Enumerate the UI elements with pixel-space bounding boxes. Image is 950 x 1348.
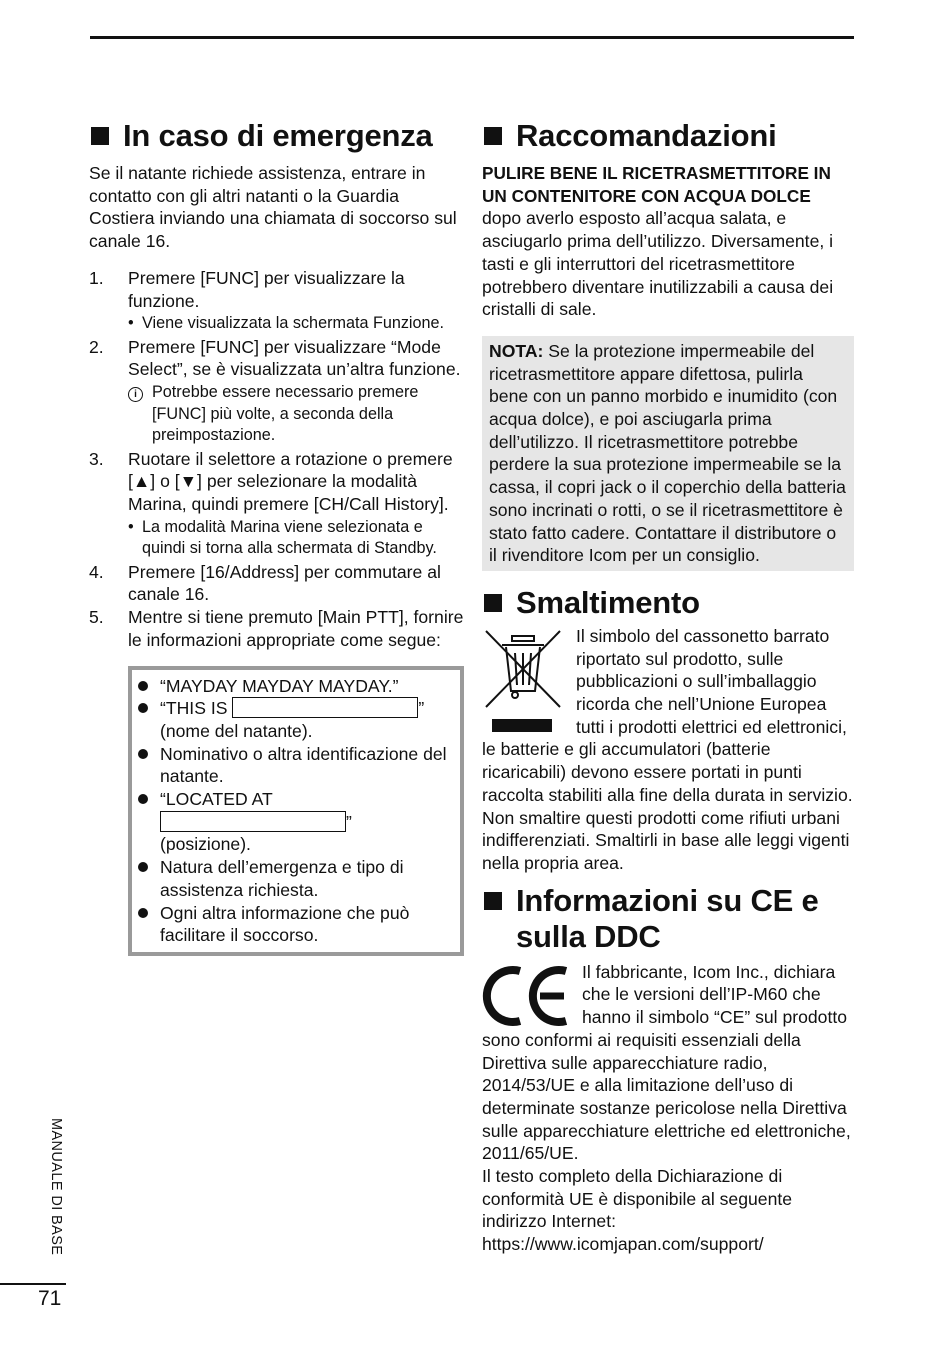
bullet-icon: • — [128, 517, 134, 536]
vessel-name-item: “THIS IS ” (nome del natante). — [138, 697, 452, 742]
bullet-dot-icon — [138, 681, 148, 691]
step-1: 1. Premere [FUNC] per visualizzare la funzione. • Viene visualizzata la schermata Funzione. — [89, 267, 464, 336]
step-3: 3. Ruotare il selettore a rotazione o premere [▲] o [▼] per selezionare la modalità Marina, quindi premere [CH/Call History]. • La modalità Marina viene selezionata e quindi si torna alla schermata di Standby. — [89, 448, 464, 561]
nota-box: NOTA: Se la protezione impermeabile del ricetrasmettitore appare difettosa, pulirla bene con un panno morbido e inumidito (con acqua dolce), e poi asciugarla prima dell’utilizzo. Il ricetrasmettitore potrebbe perdere la sua protezione impermeabile se la cassa, il copri jack o il coperchio della batteria sono incrinati o rotti, o se il ricetrasmettitore è stato fatto cadere. Contattare il distributore o il rivenditore Icom per un consiglio. — [482, 336, 854, 571]
disposal-section — [482, 625, 854, 875]
emergency-nature-item: Natura dell’emergenza e tipo di assistenza richiesta. — [138, 856, 452, 901]
position-item: “LOCATED AT ” (posizione). — [138, 788, 452, 856]
top-rule — [90, 36, 854, 39]
mayday-box — [128, 666, 464, 956]
bullet-dot-icon — [138, 703, 148, 713]
left-column — [89, 118, 464, 956]
bullet-dot-icon — [138, 908, 148, 918]
heading-square-icon — [484, 127, 502, 145]
right-column — [482, 118, 854, 1256]
disposal-heading: Smaltimento — [482, 585, 854, 621]
step-5: 5. Mentre si tiene premuto [Main PTT], fornire le informazioni appropriate come segue: — [89, 607, 464, 650]
step-4: 4. Premere [16/Address] per commutare al canale 16. — [89, 561, 441, 605]
bullet-icon: • — [128, 314, 134, 333]
corner-rule — [0, 1283, 66, 1285]
ce-heading: Informazioni su CE e sulla DDC — [482, 883, 854, 955]
step-3-note: • La modalità Marina viene selezionata e quindi si torna alla schermata di Standby. — [128, 517, 464, 560]
emergency-heading: In caso di emergenza — [89, 118, 464, 154]
bullet-dot-icon — [138, 862, 148, 872]
mayday-item: “MAYDAY MAYDAY MAYDAY.” — [138, 675, 452, 698]
page-number: 71 — [38, 1287, 62, 1310]
ce-section — [482, 961, 854, 1256]
crossed-out-wheelie-bin-icon — [482, 627, 564, 735]
callsign-item: Nominativo o altra identificazione del natante. — [138, 743, 452, 788]
ce-text: Il fabbricante, Icom Inc., dichiara che le versioni dell’IP-M60 che hanno il simbolo “CE” sul prodotto sono conformi ai requisiti essenziali della Direttiva sulle apparecchiature radio, 2014/53/UE e alla limitazione dell’uso di determinate sostanze pericolose nella Direttiva sulle apparecchiature elettriche ed elettroniche, 2011/65/UE. — [482, 961, 851, 1164]
other-info-item: Ogni altra informazione che può facilitare il soccorso. — [138, 902, 452, 947]
info-icon: i — [128, 387, 143, 402]
side-label: MANUALE DI BASE — [48, 1118, 64, 1256]
emergency-steps — [89, 267, 464, 652]
step-2-note: i Potrebbe essere necessario premere [FUNC] più volte, a seconda della preimpostazione. — [128, 382, 464, 447]
step-2: 2. Premere [FUNC] per visualizzare “Mode Select”, se è visualizzata un’altra funzione. i Potrebbe essere necessario premere [FUNC] più volte, a seconda della preimpostazione. — [89, 336, 464, 448]
recommendations-heading: Raccomandazioni — [482, 118, 854, 154]
ce-url[interactable]: https://www.icomjapan.com/support/ — [482, 1234, 764, 1255]
bullet-dot-icon — [138, 749, 148, 759]
heading-square-icon — [91, 127, 109, 145]
ce-mark-icon — [482, 965, 570, 1027]
emergency-intro: Se il natante richiede assistenza, entrare in contatto con gli altri natanti o la Guardia Costiera inviando una chiamata di soccorso sul canale 16. — [89, 163, 457, 252]
recommendations-text: PULIRE BENE IL RICETRASMETTITORE IN UN CONTENITORE CON ACQUA DOLCE dopo averlo esposto all’acqua salata, e asciugarlo prima dell’utilizzo. Diversamente, i tasti e gli interruttori del ricetrasmettitore potrebbero diventare inutilizzabili a causa dei cristalli di sale. — [482, 163, 834, 320]
position-blank — [160, 811, 346, 832]
disposal-text: Il simbolo del cassonetto barrato riportato sul prodotto, sulle pubblicazioni o sull’imballaggio ricorda che nell’Unione Europea tutti i prodotti elettrici ed elettronici, le batterie e gli accumulatori (batterie ricaricabili) devono essere portati in punti raccolta stabiliti alla fine della durata in servizio. Non smaltire questi prodotti come rifiuti urbani indifferenziati. Smaltirli in base alle leggi vigenti nella propria area. — [482, 625, 853, 873]
heading-square-icon — [484, 594, 502, 612]
vessel-name-blank — [232, 697, 418, 718]
ce-text-2: Il testo completo della Dichiarazione di conformità UE è disponibile al seguente indirizzo Internet: — [482, 1166, 793, 1232]
heading-square-icon — [484, 892, 502, 910]
bullet-dot-icon — [138, 794, 148, 804]
step-1-note: • Viene visualizzata la schermata Funzione. — [128, 313, 464, 335]
